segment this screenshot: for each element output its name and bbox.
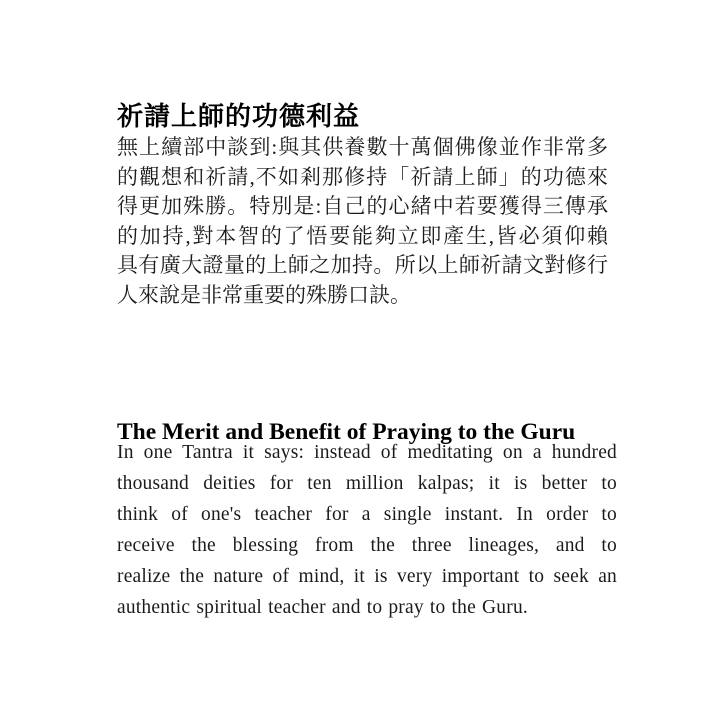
english-paragraph bbox=[117, 437, 617, 623]
chinese-paragraph-line: 無上續部中談到:與其供養數十萬個佛像並作非常多 bbox=[117, 135, 608, 159]
chinese-section-heading: 祈請上師的功德利益 bbox=[117, 102, 361, 132]
english-paragraph-line: realize the nature of mind, it is very important to seek an bbox=[117, 566, 617, 587]
english-paragraph-line: In one Tantra it says: instead of meditating on a hundred bbox=[117, 442, 617, 463]
chinese-paragraph-line: 具有廣大證量的上師之加持。所以上師祈請文對修行 bbox=[117, 253, 608, 277]
chinese-paragraph-line: 得更加殊勝。特別是:自己的心緒中若要獲得三傳承 bbox=[117, 194, 608, 218]
chinese-paragraph-line: 的加持,對本智的了悟要能夠立即產生,皆必須仰賴 bbox=[117, 223, 608, 248]
chinese-paragraph bbox=[117, 133, 608, 310]
english-paragraph-line: authentic spiritual teacher and to pray to the Guru. bbox=[117, 597, 528, 618]
english-paragraph-line: thousand deities for ten million kalpas; it is better to bbox=[117, 473, 617, 494]
chinese-paragraph-line: 人來說是非常重要的殊勝口訣。 bbox=[117, 282, 411, 307]
english-paragraph-line: receive the blessing from the three lineages, and to bbox=[117, 535, 617, 556]
chinese-paragraph-line: 的觀想和祈請,不如剎那修持「祈請上師」的功德來 bbox=[117, 164, 608, 189]
english-section-heading: The Merit and Benefit of Praying to the Guru bbox=[117, 418, 576, 445]
english-paragraph-line: think of one's teacher for a single instant. In order to bbox=[117, 504, 617, 525]
